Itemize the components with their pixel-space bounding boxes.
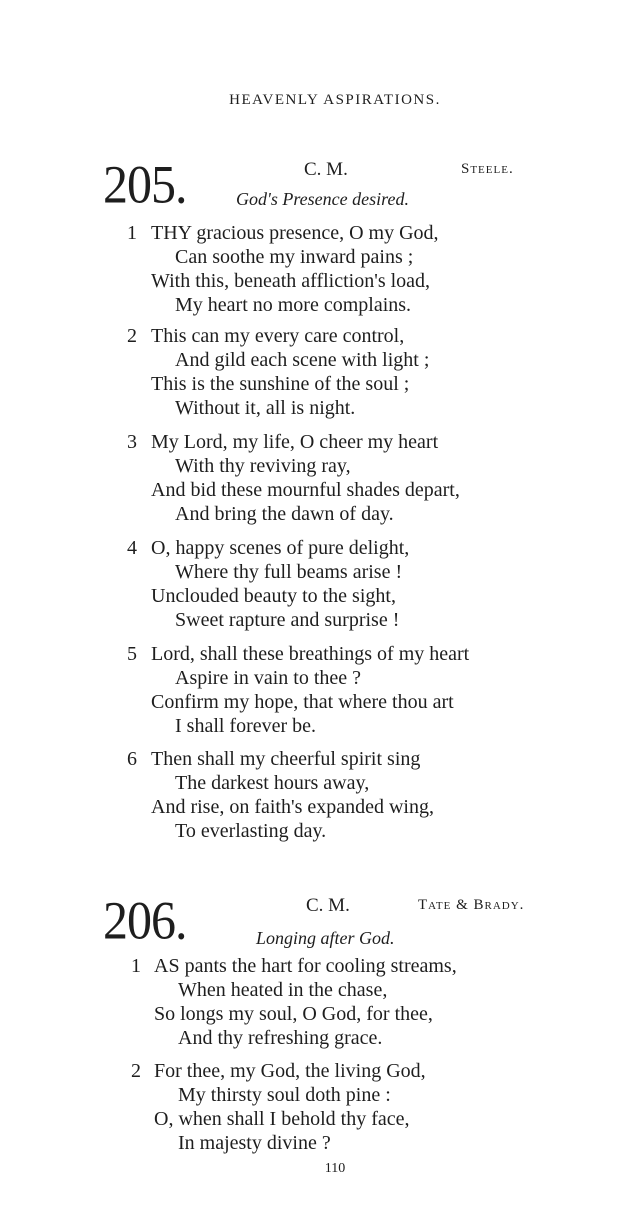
verse-line: Aspire in vain to thee ?: [175, 667, 362, 689]
verse-line: And bring the dawn of day.: [175, 503, 394, 525]
stanza-number: 2: [131, 1060, 141, 1082]
verse-line: Confirm my hope, that where thou art: [151, 691, 454, 713]
verse-line: And gild each scene with light ;: [175, 349, 430, 371]
stanza-number: 1: [131, 955, 141, 977]
hymn-number: 206.: [103, 889, 187, 951]
hymn-subtitle: Longing after God.: [256, 928, 395, 948]
verse-line: And rise, on faith's expanded wing,: [151, 796, 434, 818]
verse-line: When heated in the chase,: [178, 979, 388, 1001]
hymn-author: Steele.: [461, 161, 514, 177]
verse-line: O, when shall I behold thy face,: [154, 1108, 410, 1130]
verse-line: So longs my soul, O God, for thee,: [154, 1003, 433, 1025]
verse-line: Lord, shall these breathings of my heart: [151, 643, 470, 665]
verse-line: Sweet rapture and surprise !: [175, 609, 400, 631]
verse-line: Without it, all is night.: [175, 397, 356, 419]
verse-line: Can soothe my inward pains ;: [175, 246, 414, 268]
verse-line: And bid these mournful shades depart,: [151, 479, 460, 501]
verse-line: For thee, my God, the living God,: [154, 1060, 426, 1082]
hymn-meter: C. M.: [304, 159, 348, 180]
verse-line: The darkest hours away,: [175, 772, 370, 794]
stanza-number: 5: [127, 643, 137, 665]
running-head: HEAVENLY ASPIRATIONS.: [229, 92, 441, 108]
stanza-number: 3: [127, 431, 137, 453]
verse-line: This is the sunshine of the soul ;: [151, 373, 410, 395]
stanza-number: 2: [127, 325, 137, 347]
verse-line: My Lord, my life, O cheer my heart: [151, 431, 439, 453]
stanza-number: 6: [127, 748, 137, 770]
verse-line: Unclouded beauty to the sight,: [151, 585, 396, 607]
stanza-number: 1: [127, 222, 137, 244]
hymn-author: Tate & Brady.: [418, 897, 525, 913]
page-number: 110: [324, 1161, 346, 1176]
hymn-subtitle: God's Presence desired.: [236, 189, 409, 209]
verse-line: My heart no more complains.: [175, 294, 412, 316]
verse-line: With thy reviving ray,: [175, 455, 351, 477]
hymn-meter: C. M.: [306, 895, 350, 916]
verse-line: O, happy scenes of pure delight,: [151, 537, 410, 559]
verse-line: To everlasting day.: [175, 820, 327, 842]
verse-line: In majesty divine ?: [178, 1132, 331, 1154]
verse-line: AS pants the hart for cooling streams,: [154, 955, 457, 977]
verse-line: I shall forever be.: [175, 715, 317, 737]
stanza-number: 4: [127, 537, 137, 559]
verse-line: THY gracious presence, O my God,: [151, 222, 439, 244]
verse-line: My thirsty soul doth pine :: [178, 1084, 391, 1106]
verse-line: And thy refreshing grace.: [178, 1027, 383, 1049]
verse-line: With this, beneath affliction's load,: [151, 270, 431, 292]
verse-line: This can my every care control,: [151, 325, 405, 347]
verse-line: Where thy full beams arise !: [175, 561, 403, 583]
verse-line: Then shall my cheerful spirit sing: [151, 748, 421, 770]
hymn-number: 205.: [103, 153, 187, 215]
